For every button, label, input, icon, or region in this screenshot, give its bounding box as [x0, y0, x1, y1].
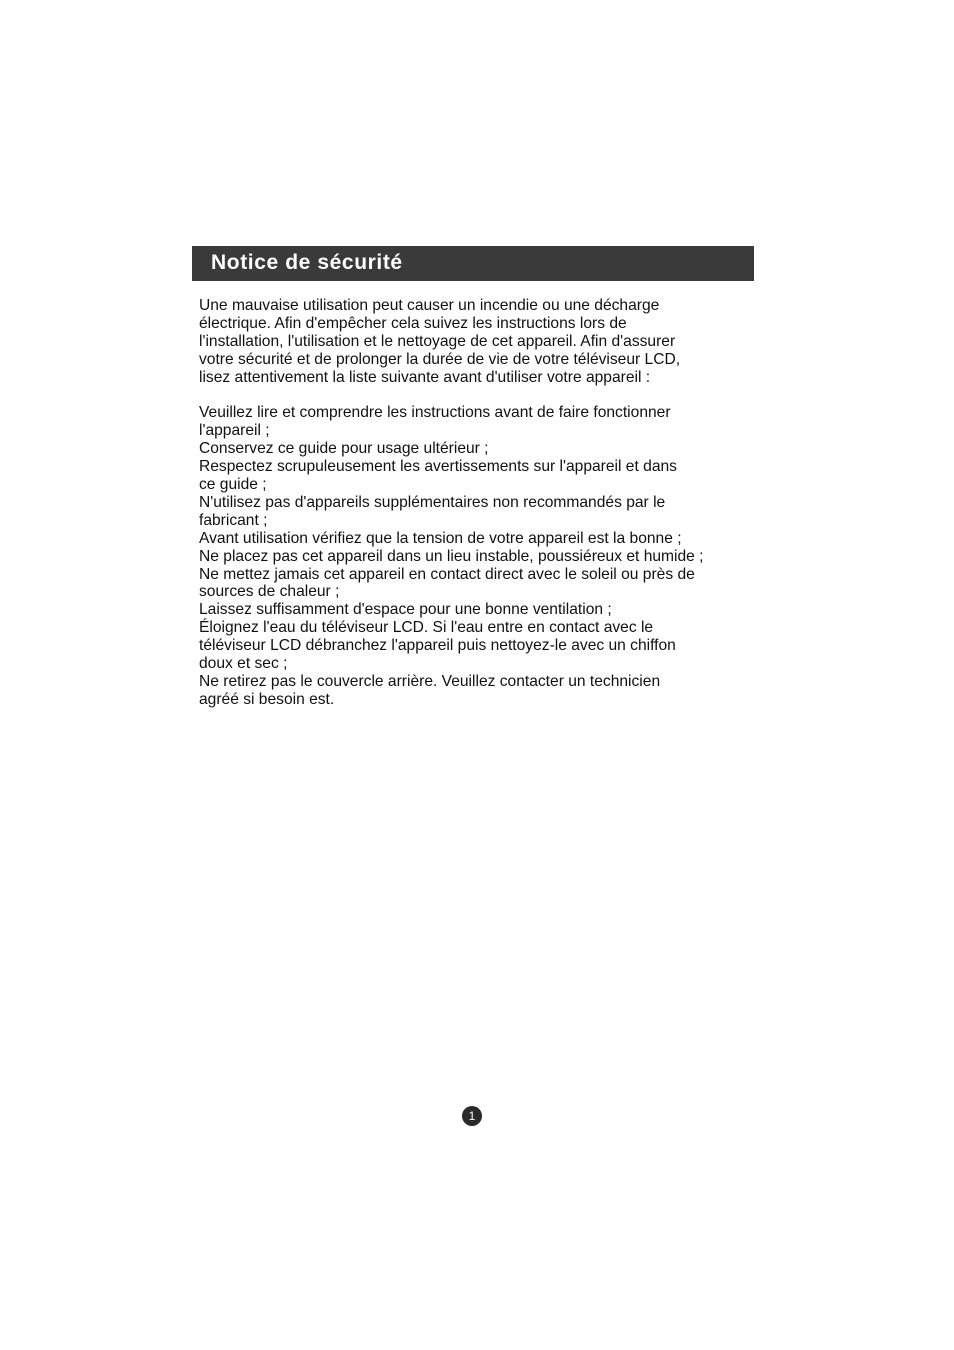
intro-line: Une mauvaise utilisation peut causer un incendie ou une décharge: [199, 297, 660, 314]
section-title-bar: [192, 246, 754, 281]
instruction-line: N'utilisez pas d'appareils supplémentaires non recommandés par le: [199, 493, 666, 511]
safety-notice-body: [199, 297, 761, 709]
instruction-line: doux et sec ;: [199, 655, 288, 673]
intro-line: votre sécurité et de prolonger la durée de vie de votre téléviseur LCD,: [199, 350, 681, 368]
instruction-line: Ne retirez pas le couvercle arrière. Veuillez contacter un technicien: [199, 673, 661, 691]
instruction-line: Veuillez lire et comprendre les instructions avant de faire fonctionner: [199, 404, 671, 422]
instructions-list: [199, 404, 761, 708]
instruction-line: téléviseur LCD débranchez l'appareil puis nettoyez-le avec un chiffon: [199, 637, 676, 655]
instruction-line: Avant utilisation vérifiez que la tension de votre appareil est la bonne ;: [199, 529, 682, 547]
page-number-badge: 1: [462, 1106, 482, 1126]
intro-paragraph: [199, 297, 761, 387]
instruction-line: l'appareil ;: [199, 422, 270, 440]
instruction-line: Conservez ce guide pour usage ultérieur ;: [199, 440, 489, 458]
instruction-line: Ne mettez jamais cet appareil en contact direct avec le soleil ou près de: [199, 565, 695, 583]
instruction-line: Laissez suffisamment d'espace pour une bonne ventilation ;: [199, 601, 612, 619]
intro-line: l'installation, l'utilisation et le nettoyage de cet appareil. Afin d'assurer: [199, 332, 676, 350]
instruction-line: fabricant ;: [199, 511, 268, 529]
intro-line: lisez attentivement la liste suivante avant d'utiliser votre appareil :: [199, 368, 651, 386]
intro-line: électrique. Afin d'empêcher cela suivez les instructions lors de: [199, 314, 627, 332]
instruction-line: ce guide ;: [199, 476, 267, 494]
instruction-line: Éloignez l'eau du téléviseur LCD. Si l'eau entre en contact avec le: [199, 619, 654, 637]
instruction-line: Respectez scrupuleusement les avertissements sur l'appareil et dans: [199, 458, 677, 476]
instruction-line: Ne placez pas cet appareil dans un lieu instable, poussiéreux et humide ;: [199, 547, 704, 565]
page-title: Notice de sécurité: [211, 251, 403, 274]
paragraph-gap: [199, 387, 761, 405]
instruction-line: agréé si besoin est.: [199, 690, 335, 708]
instruction-line: sources de chaleur ;: [199, 583, 340, 601]
